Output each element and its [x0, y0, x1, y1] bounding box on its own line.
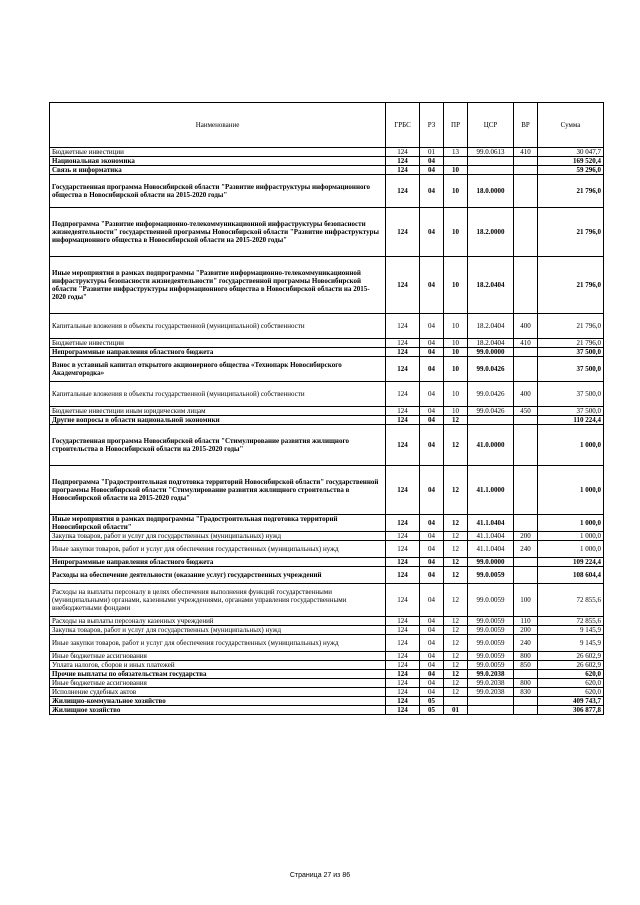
cell-pr — [444, 157, 468, 166]
table-row — [50, 348, 604, 357]
cell-rz: 04 — [420, 339, 444, 348]
table-row — [50, 339, 604, 348]
table-row — [50, 635, 604, 652]
cell-grbs: 124 — [386, 635, 420, 652]
cell-pr: 12 — [444, 416, 468, 425]
cell-pr: 12 — [444, 661, 468, 670]
cell-csr: 99.0.0059 — [468, 635, 514, 652]
cell-rz: 04 — [420, 617, 444, 626]
cell-vr: 240 — [514, 541, 538, 558]
cell-csr — [468, 416, 514, 425]
cell-rz: 04 — [420, 314, 444, 339]
cell-sum: 409 743,7 — [538, 697, 604, 706]
header-grbs: ГРБС — [386, 103, 420, 148]
cell-sum: 21 796,0 — [538, 339, 604, 348]
cell-grbs: 124 — [386, 584, 420, 617]
cell-grbs: 124 — [386, 407, 420, 416]
cell-csr — [468, 166, 514, 175]
cell-csr: 41.1.0404 — [468, 541, 514, 558]
cell-csr — [468, 706, 514, 715]
cell-rz: 04 — [420, 425, 444, 466]
cell-pr: 10 — [444, 382, 468, 407]
cell-csr: 18.0.0000 — [468, 175, 514, 208]
cell-csr: 99.0.0059 — [468, 661, 514, 670]
cell-pr: 10 — [444, 257, 468, 314]
cell-vr — [514, 425, 538, 466]
table-row — [50, 617, 604, 626]
cell-rz: 04 — [420, 416, 444, 425]
cell-rz: 04 — [420, 466, 444, 515]
cell-name: Жилищное хозяйство — [50, 706, 386, 715]
cell-vr: 450 — [514, 407, 538, 416]
cell-sum: 1 000,0 — [538, 425, 604, 466]
table-row — [50, 466, 604, 515]
table-header-row — [50, 103, 604, 148]
cell-csr: 18.2.0404 — [468, 339, 514, 348]
cell-grbs: 124 — [386, 679, 420, 688]
cell-pr: 13 — [444, 148, 468, 157]
cell-rz: 04 — [420, 382, 444, 407]
table-row — [50, 416, 604, 425]
table-row — [50, 357, 604, 382]
cell-grbs: 124 — [386, 157, 420, 166]
cell-grbs: 124 — [386, 175, 420, 208]
cell-grbs: 124 — [386, 688, 420, 697]
header-name: Наименование — [50, 103, 386, 148]
cell-sum: 1 000,0 — [538, 541, 604, 558]
header-csr: ЦСР — [468, 103, 514, 148]
cell-sum: 108 604,4 — [538, 567, 604, 584]
cell-vr — [514, 416, 538, 425]
cell-grbs: 124 — [386, 166, 420, 175]
cell-rz: 04 — [420, 679, 444, 688]
table-row — [50, 257, 604, 314]
cell-vr: 800 — [514, 652, 538, 661]
cell-pr: 12 — [444, 515, 468, 532]
cell-name: Прочие выплаты по обязательствам государства — [50, 670, 386, 679]
cell-grbs: 124 — [386, 652, 420, 661]
cell-sum: 9 145,9 — [538, 626, 604, 635]
cell-sum: 37 500,0 — [538, 348, 604, 357]
cell-rz: 04 — [420, 688, 444, 697]
cell-grbs: 124 — [386, 626, 420, 635]
cell-rz: 04 — [420, 661, 444, 670]
cell-pr: 12 — [444, 617, 468, 626]
cell-name: Капитальные вложения в объекты государственной (муниципальной) собственности — [50, 382, 386, 407]
cell-csr — [468, 697, 514, 706]
cell-vr — [514, 357, 538, 382]
cell-grbs: 124 — [386, 357, 420, 382]
cell-name: Государственная программа Новосибирской области "Развитие инфраструктуры информационного общества в Новосибирской области на 2015-2020 годы" — [50, 175, 386, 208]
cell-vr — [514, 208, 538, 257]
cell-pr: 12 — [444, 558, 468, 567]
cell-csr: 18.2.0404 — [468, 314, 514, 339]
cell-pr: 12 — [444, 466, 468, 515]
cell-pr: 12 — [444, 584, 468, 617]
cell-sum: 59 296,0 — [538, 166, 604, 175]
cell-rz: 04 — [420, 357, 444, 382]
cell-sum: 1 000,0 — [538, 515, 604, 532]
cell-csr: 99.0.0426 — [468, 382, 514, 407]
cell-rz: 04 — [420, 257, 444, 314]
table-row — [50, 661, 604, 670]
cell-sum: 26 602,9 — [538, 661, 604, 670]
cell-name: Иные бюджетные ассигнования — [50, 679, 386, 688]
cell-vr: 410 — [514, 339, 538, 348]
cell-sum: 37 500,0 — [538, 382, 604, 407]
cell-name: Иные мероприятия в рамках подпрограммы "Градостроительная подготовка территорий Новосибирской области" — [50, 515, 386, 532]
cell-vr: 400 — [514, 382, 538, 407]
cell-grbs: 124 — [386, 697, 420, 706]
table-row — [50, 148, 604, 157]
cell-sum: 30 047,7 — [538, 148, 604, 157]
cell-vr: 110 — [514, 617, 538, 626]
cell-vr — [514, 670, 538, 679]
cell-sum: 21 796,0 — [538, 314, 604, 339]
cell-vr — [514, 697, 538, 706]
cell-vr — [514, 706, 538, 715]
cell-sum: 109 224,4 — [538, 558, 604, 567]
cell-name: Иные закупки товаров, работ и услуг для обеспечения государственных (муниципальных) нужд — [50, 541, 386, 558]
cell-name: Связь и информатика — [50, 166, 386, 175]
cell-sum: 9 145,9 — [538, 635, 604, 652]
cell-rz: 04 — [420, 626, 444, 635]
cell-vr — [514, 157, 538, 166]
table-row — [50, 679, 604, 688]
cell-rz: 04 — [420, 175, 444, 208]
cell-name: Непрограммные направления областного бюджета — [50, 558, 386, 567]
cell-name: Иные закупки товаров, работ и услуг для обеспечения государственных (муниципальных) нужд — [50, 635, 386, 652]
cell-pr: 12 — [444, 567, 468, 584]
cell-rz: 04 — [420, 584, 444, 617]
cell-pr: 12 — [444, 679, 468, 688]
table-row — [50, 157, 604, 166]
cell-rz: 04 — [420, 541, 444, 558]
cell-grbs: 124 — [386, 257, 420, 314]
cell-pr: 10 — [444, 357, 468, 382]
cell-csr: 99.0.0000 — [468, 348, 514, 357]
table-row — [50, 652, 604, 661]
cell-rz: 05 — [420, 697, 444, 706]
cell-pr: 10 — [444, 175, 468, 208]
page-number: Страница 27 из 86 — [289, 872, 351, 879]
cell-sum: 26 602,9 — [538, 652, 604, 661]
cell-name: Бюджетные инвестиции — [50, 148, 386, 157]
cell-name: Иные мероприятия в рамках подпрограммы "Развитие информационно-телекоммуникационной инфраструктуры безопасности жизнедеятельности" государственной программы Новосибирской области "Развитие инфраструктуры информационного общества в Новосибирской области на 2015-2020 годы" — [50, 257, 386, 314]
cell-name: Бюджетные инвестиции — [50, 339, 386, 348]
cell-name: Национальная экономика — [50, 157, 386, 166]
cell-grbs: 124 — [386, 558, 420, 567]
cell-csr: 99.0.2038 — [468, 670, 514, 679]
table-row — [50, 382, 604, 407]
cell-csr: 99.0.2038 — [468, 688, 514, 697]
cell-rz: 04 — [420, 157, 444, 166]
cell-vr — [514, 348, 538, 357]
cell-vr: 400 — [514, 314, 538, 339]
cell-vr: 200 — [514, 532, 538, 541]
table-row — [50, 688, 604, 697]
cell-pr — [444, 697, 468, 706]
cell-vr — [514, 515, 538, 532]
cell-pr: 01 — [444, 706, 468, 715]
table-row — [50, 407, 604, 416]
table-row — [50, 584, 604, 617]
cell-grbs: 124 — [386, 515, 420, 532]
cell-csr: 18.2.0404 — [468, 257, 514, 314]
cell-grbs: 124 — [386, 339, 420, 348]
table-row — [50, 425, 604, 466]
cell-sum: 21 796,0 — [538, 175, 604, 208]
cell-grbs: 124 — [386, 314, 420, 339]
cell-name: Подпрограмма "Градостроительная подготовка территорий Новосибирской области" государственной программы Новосибирской области "Стимулирование развития жилищного строительства в Новосибирской области на 2015-2020 годы" — [50, 466, 386, 515]
cell-vr: 830 — [514, 688, 538, 697]
cell-vr — [514, 558, 538, 567]
cell-rz: 04 — [420, 567, 444, 584]
cell-sum: 37 500,0 — [538, 357, 604, 382]
cell-pr: 10 — [444, 348, 468, 357]
cell-pr: 12 — [444, 532, 468, 541]
cell-name: Закупка товаров, работ и услуг для государственных (муниципальных) нужд — [50, 626, 386, 635]
cell-pr: 12 — [444, 541, 468, 558]
cell-sum: 620,0 — [538, 670, 604, 679]
table-row — [50, 558, 604, 567]
cell-sum: 169 520,4 — [538, 157, 604, 166]
cell-name: Жилищно-коммунальное хозяйство — [50, 697, 386, 706]
cell-name: Закупка товаров, работ и услуг для государственных (муниципальных) нужд — [50, 532, 386, 541]
cell-pr: 12 — [444, 635, 468, 652]
cell-csr: 18.2.0000 — [468, 208, 514, 257]
cell-name: Бюджетные инвестиции иным юридическим лицам — [50, 407, 386, 416]
cell-csr: 41.1.0404 — [468, 532, 514, 541]
cell-name: Исполнение судебных актов — [50, 688, 386, 697]
cell-pr: 12 — [444, 670, 468, 679]
cell-sum: 1 000,0 — [538, 466, 604, 515]
cell-csr: 99.0.0000 — [468, 558, 514, 567]
cell-rz: 05 — [420, 706, 444, 715]
cell-csr: 99.0.0059 — [468, 652, 514, 661]
cell-grbs: 124 — [386, 208, 420, 257]
cell-grbs: 124 — [386, 348, 420, 357]
cell-rz: 04 — [420, 407, 444, 416]
cell-csr: 99.0.0613 — [468, 148, 514, 157]
header-rz: РЗ — [420, 103, 444, 148]
cell-name: Уплата налогов, сборов и иных платежей — [50, 661, 386, 670]
cell-sum: 1 000,0 — [538, 532, 604, 541]
cell-vr — [514, 257, 538, 314]
cell-rz: 04 — [420, 652, 444, 661]
cell-sum: 620,0 — [538, 679, 604, 688]
cell-name: Расходы на выплаты персоналу в целях обеспечения выполнения функций государственными (муниципальными) органами, казенными учреждениями, органами управления государственными внебюджетными фондами — [50, 584, 386, 617]
cell-vr: 850 — [514, 661, 538, 670]
cell-csr: 41.0.0000 — [468, 425, 514, 466]
cell-rz: 04 — [420, 558, 444, 567]
cell-sum: 306 877,8 — [538, 706, 604, 715]
cell-rz: 04 — [420, 635, 444, 652]
cell-csr: 99.0.0426 — [468, 357, 514, 382]
cell-sum: 21 796,0 — [538, 257, 604, 314]
table-row — [50, 532, 604, 541]
cell-grbs: 124 — [386, 416, 420, 425]
cell-rz: 04 — [420, 532, 444, 541]
cell-grbs: 124 — [386, 617, 420, 626]
cell-grbs: 124 — [386, 661, 420, 670]
cell-pr: 10 — [444, 407, 468, 416]
cell-rz: 04 — [420, 670, 444, 679]
cell-csr: 41.1.0404 — [468, 515, 514, 532]
header-sum: Сумма — [538, 103, 604, 148]
cell-rz: 04 — [420, 208, 444, 257]
cell-sum: 72 855,6 — [538, 584, 604, 617]
cell-rz: 01 — [420, 148, 444, 157]
cell-csr: 99.0.0059 — [468, 584, 514, 617]
cell-name: Расходы на обеспечение деятельности (оказание услуг) государственных учреждений — [50, 567, 386, 584]
header-vr: ВР — [514, 103, 538, 148]
cell-vr — [514, 166, 538, 175]
cell-sum: 620,0 — [538, 688, 604, 697]
cell-csr: 99.0.0059 — [468, 567, 514, 584]
cell-name: Государственная программа Новосибирской области "Стимулирование развития жилищного строительства в Новосибирской области на 2015-2020 годы" — [50, 425, 386, 466]
cell-csr: 99.0.0059 — [468, 617, 514, 626]
cell-pr: 12 — [444, 688, 468, 697]
cell-grbs: 124 — [386, 567, 420, 584]
cell-pr: 10 — [444, 166, 468, 175]
cell-csr: 99.0.2038 — [468, 679, 514, 688]
table-row — [50, 314, 604, 339]
cell-csr: 99.0.0059 — [468, 626, 514, 635]
cell-rz: 04 — [420, 348, 444, 357]
cell-pr: 12 — [444, 652, 468, 661]
cell-grbs: 124 — [386, 670, 420, 679]
table-row — [50, 208, 604, 257]
cell-name: Иные бюджетные ассигнования — [50, 652, 386, 661]
cell-vr: 100 — [514, 584, 538, 617]
table-row — [50, 175, 604, 208]
cell-pr: 12 — [444, 626, 468, 635]
cell-pr: 10 — [444, 339, 468, 348]
cell-vr: 410 — [514, 148, 538, 157]
table-row — [50, 697, 604, 706]
cell-pr: 12 — [444, 425, 468, 466]
cell-sum: 21 796,0 — [538, 208, 604, 257]
cell-vr: 800 — [514, 679, 538, 688]
cell-pr: 10 — [444, 208, 468, 257]
table-body — [50, 148, 604, 715]
cell-grbs: 124 — [386, 532, 420, 541]
table-row — [50, 626, 604, 635]
cell-vr — [514, 567, 538, 584]
budget-table — [49, 102, 604, 715]
cell-vr: 200 — [514, 626, 538, 635]
cell-name: Другие вопросы в области национальной экономики — [50, 416, 386, 425]
cell-sum: 110 224,4 — [538, 416, 604, 425]
table-row — [50, 166, 604, 175]
cell-rz: 04 — [420, 166, 444, 175]
cell-grbs: 124 — [386, 382, 420, 407]
cell-grbs: 124 — [386, 148, 420, 157]
table-row — [50, 567, 604, 584]
cell-pr: 10 — [444, 314, 468, 339]
cell-name: Взнос в уставный капитал открытого акционерного общества «Технопарк Новосибирского Академгородка» — [50, 357, 386, 382]
cell-rz: 04 — [420, 515, 444, 532]
table-row — [50, 706, 604, 715]
table-row — [50, 515, 604, 532]
cell-grbs: 124 — [386, 706, 420, 715]
cell-grbs: 124 — [386, 425, 420, 466]
cell-name: Капитальные вложения в объекты государственной (муниципальной) собственности — [50, 314, 386, 339]
cell-csr: 99.0.0426 — [468, 407, 514, 416]
cell-sum: 72 855,6 — [538, 617, 604, 626]
cell-grbs: 124 — [386, 541, 420, 558]
cell-name: Расходы на выплаты персоналу казенных учреждений — [50, 617, 386, 626]
cell-grbs: 124 — [386, 466, 420, 515]
cell-sum: 37 500,0 — [538, 407, 604, 416]
cell-csr — [468, 157, 514, 166]
cell-vr — [514, 466, 538, 515]
table-row — [50, 541, 604, 558]
cell-vr: 240 — [514, 635, 538, 652]
cell-name: Непрограммные направления областного бюджета — [50, 348, 386, 357]
cell-name: Подпрограмма "Развитие информационно-телекоммуникационной инфраструктуры безопасности жизнедеятельности" государственной программы Новосибирской области "Развитие инфраструктуры информационного общества в Новосибирской области на 2015-2020 годы" — [50, 208, 386, 257]
cell-csr: 41.1.0000 — [468, 466, 514, 515]
header-pr: ПР — [444, 103, 468, 148]
table-row — [50, 670, 604, 679]
cell-vr — [514, 175, 538, 208]
